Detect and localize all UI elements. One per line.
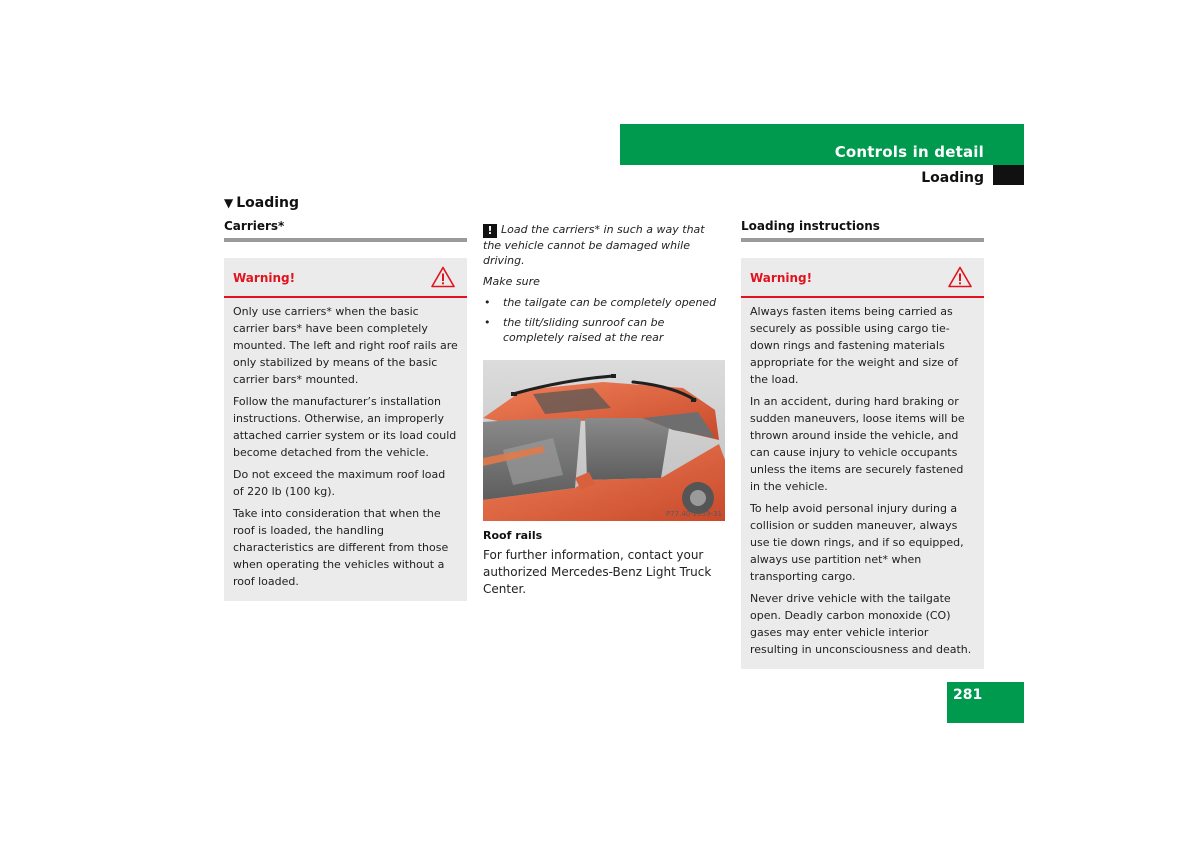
chapter-header-bar — [620, 124, 1024, 165]
photo-caption: Roof rails — [483, 529, 543, 542]
carriers-column — [224, 219, 467, 601]
make-sure-label: Make sure — [483, 275, 540, 288]
warning-paragraph: To help avoid personal injury during a collision or sudden maneuver, always use tie down rings, and if so equipped, always use partition net* when transporting cargo. — [750, 502, 964, 583]
warning-header — [741, 258, 984, 298]
note-bullet-list — [483, 295, 726, 345]
warning-paragraph: Do not exceed the maximum roof load of 220 lb (100 kg). — [233, 468, 446, 498]
note-text-paragraph — [483, 222, 726, 268]
carriers-heading: Carriers* — [224, 219, 467, 242]
warning-paragraph: Follow the manufacturer’s installation instructions. Otherwise, an improperly attached carrier system or its load could become detached from the vehicle. — [233, 395, 457, 459]
warning-triangle-icon — [948, 266, 972, 288]
warning-paragraph: In an accident, during hard braking or sudden maneuvers, loose items will be thrown around inside the vehicle, and can cause injury to vehicle occupants unless the items are securely fastened in the vehicle. — [750, 395, 965, 493]
roof-rails-photo — [483, 360, 725, 521]
warning-triangle-icon — [431, 266, 455, 288]
exclamation-icon: ! — [483, 224, 497, 238]
warning-paragraph: Only use carriers* when the basic carrier bars* have been completely mounted. The left and right roof rails are only stabilized by means of the basic carrier bars* mounted. — [233, 305, 458, 386]
triangle-down-icon: ▼ — [224, 196, 234, 210]
list-item — [483, 315, 726, 345]
section-subtitle: Loading — [921, 170, 984, 186]
bullet-text: the tailgate can be completely opened — [503, 296, 717, 309]
photo-reference-code: P77.40-2059-31 — [665, 510, 722, 518]
loading-instructions-column — [741, 219, 984, 669]
note-column — [483, 222, 726, 598]
warning-paragraph: Take into consideration that when the roof is loaded, the handling characteristics are different from those when operating the vehicles without a roof loaded. — [233, 507, 449, 588]
bullet-icon: • — [484, 296, 491, 309]
warning-title: Warning! — [750, 271, 813, 285]
section-title: Loading — [236, 195, 300, 211]
page-number: 281 — [953, 687, 983, 703]
list-item — [483, 295, 726, 310]
bullet-icon: • — [484, 316, 491, 329]
subtitle-marker-block — [993, 165, 1024, 185]
warning-header — [224, 258, 467, 298]
warning-body — [741, 298, 984, 669]
damage-note — [483, 222, 726, 345]
further-info-text: For further information, contact your authorized Mercedes-Benz Light Truck Center. — [483, 548, 712, 596]
bullet-text: the tilt/sliding sunroof can be completely raised at the rear — [503, 316, 665, 344]
warning-body — [224, 298, 467, 601]
carriers-warning-box — [224, 258, 467, 601]
warning-paragraph: Never drive vehicle with the tailgate open. Deadly carbon monoxide (CO) gases may enter vehicle interior resulting in unconsciousness and death. — [750, 592, 972, 656]
page-number-tab — [947, 682, 1024, 723]
warning-title: Warning! — [233, 271, 296, 285]
section-heading — [224, 195, 299, 211]
loading-instructions-heading: Loading instructions — [741, 219, 984, 242]
vehicle-roof-illustration — [483, 360, 725, 521]
chapter-title: Controls in detail — [834, 143, 984, 161]
note-text: Load the carriers* in such a way that the vehicle cannot be damaged while driving. — [483, 223, 705, 267]
loading-warning-box — [741, 258, 984, 669]
warning-paragraph: Always fasten items being carried as securely as possible using cargo tie-down rings and fastening materials appropriate for the weight and size of the load. — [750, 305, 958, 386]
